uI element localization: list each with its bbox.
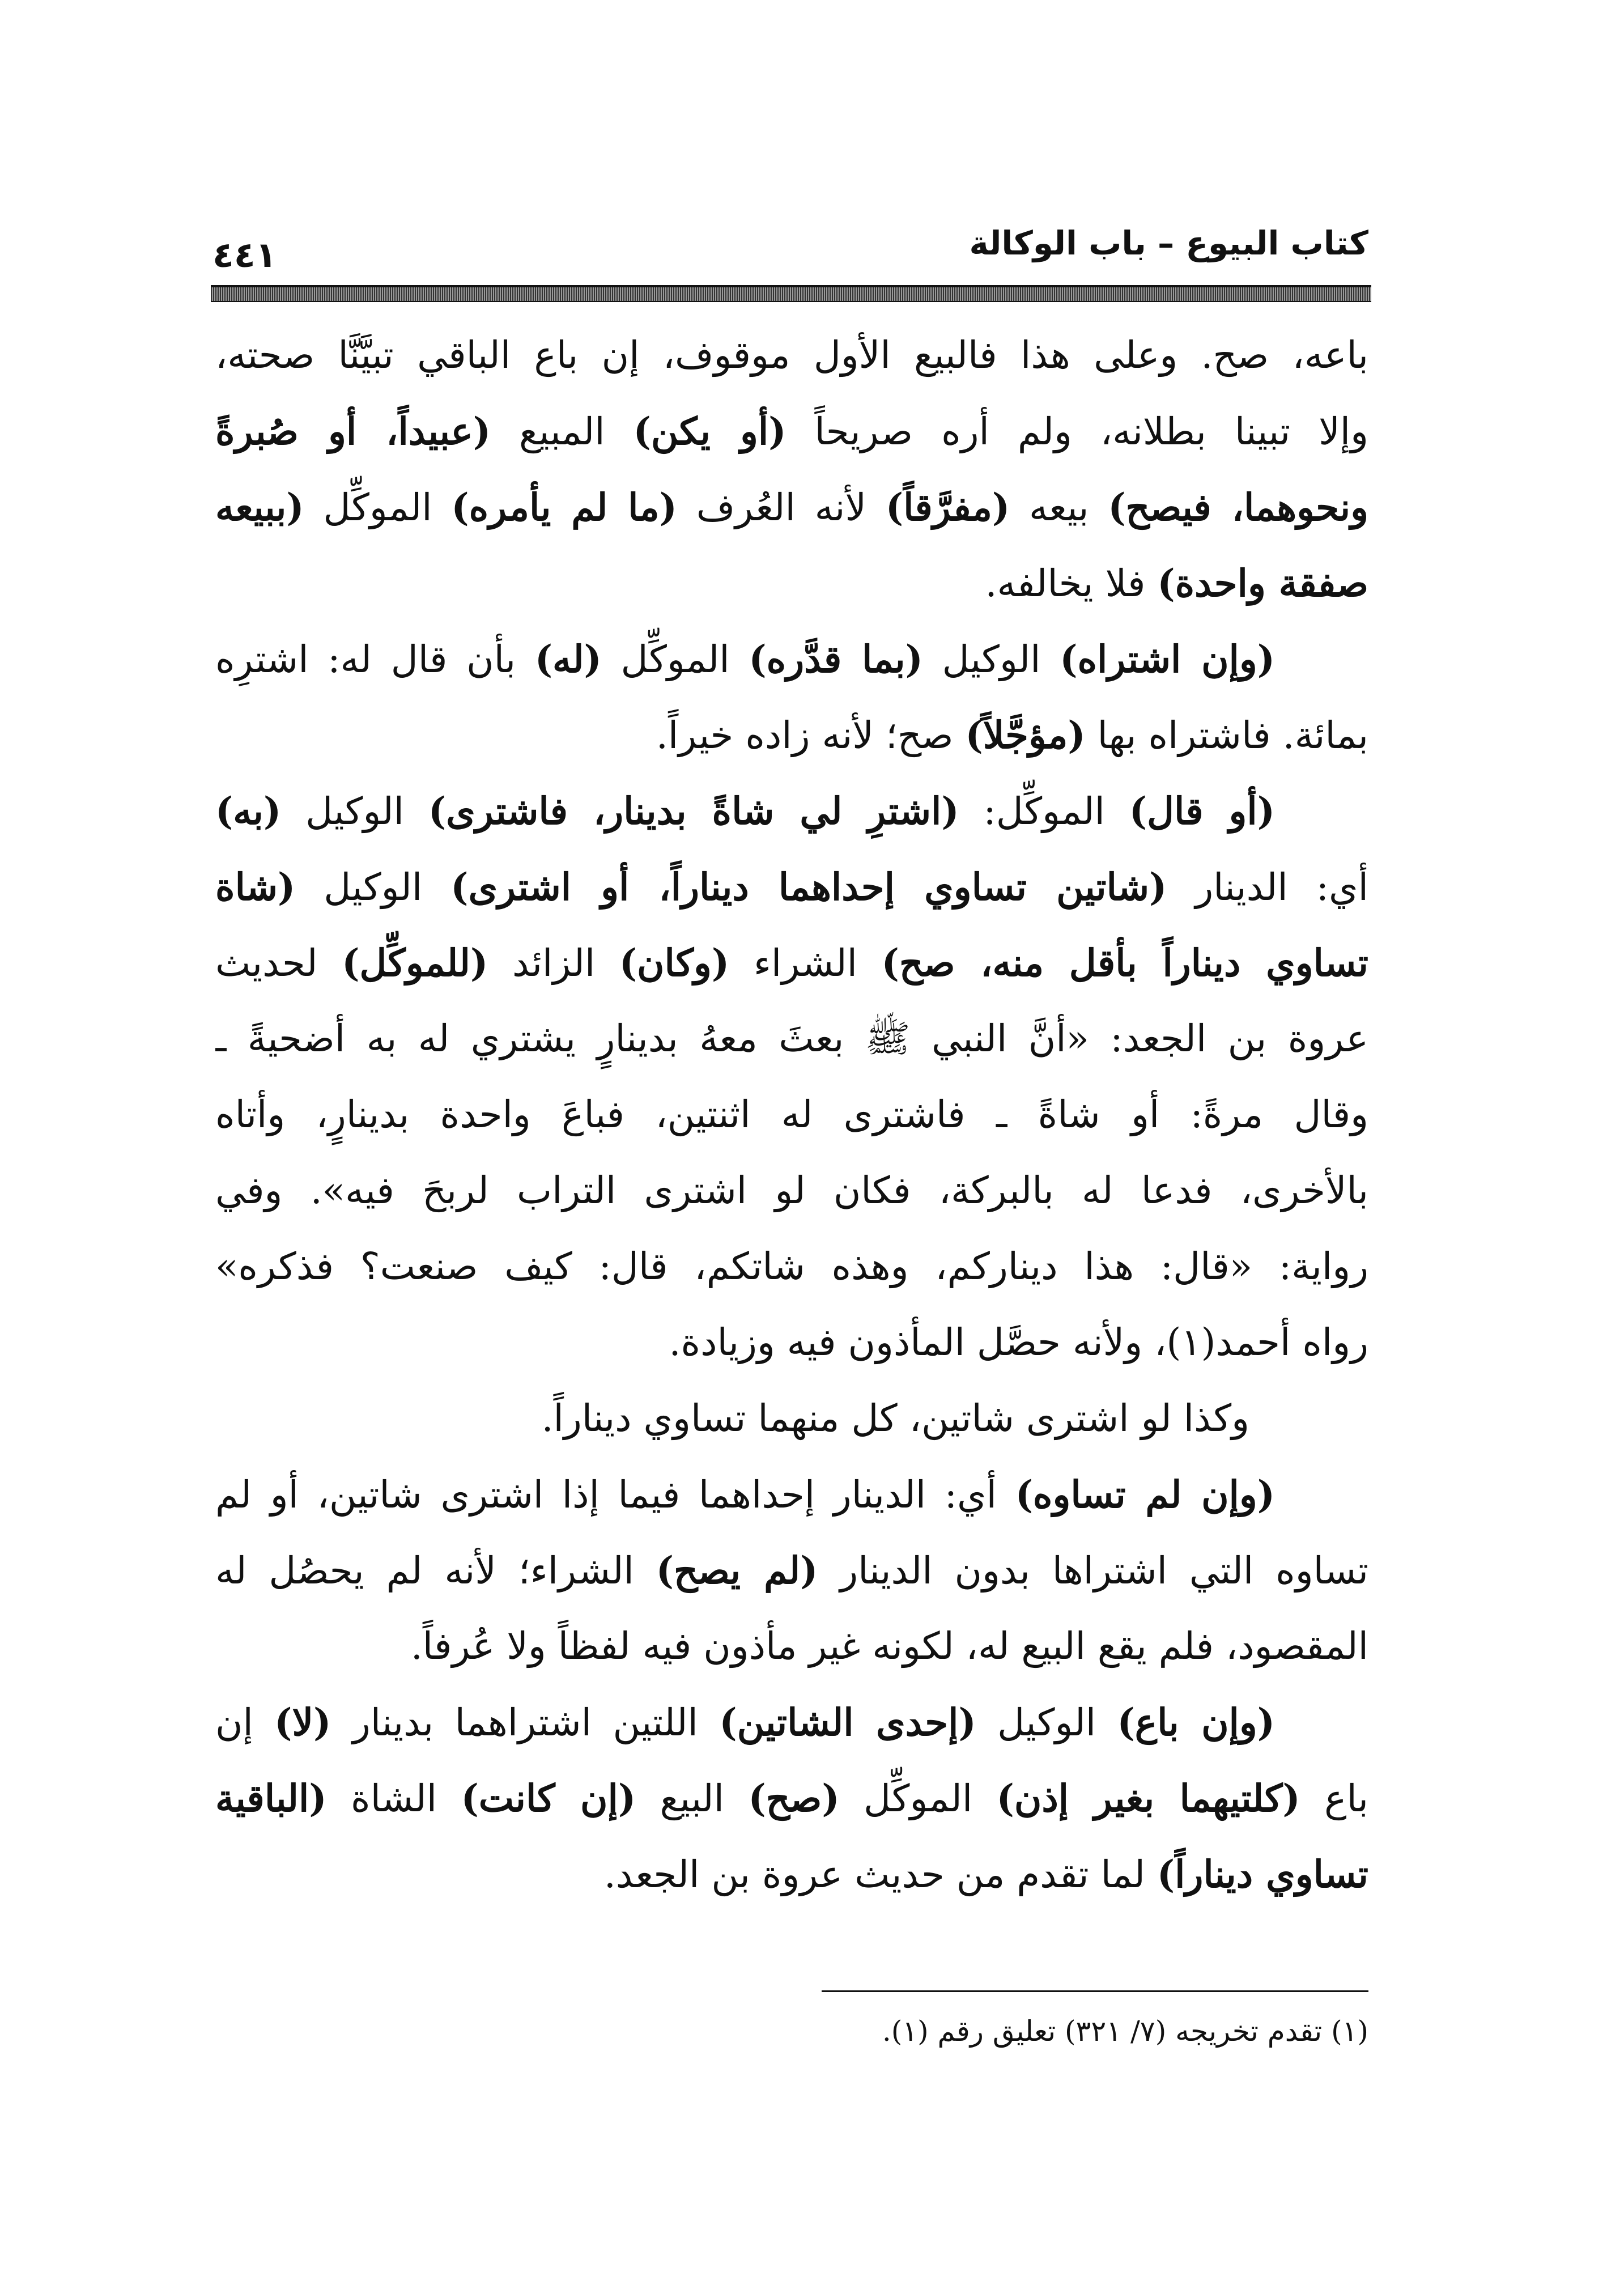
bold-matn-segment: (مؤجَّلاً) bbox=[965, 713, 1086, 757]
text-line bbox=[215, 1153, 1368, 1229]
bold-matn-segment: (لم يصح) bbox=[656, 1548, 818, 1593]
paragraph bbox=[215, 1381, 1368, 1457]
paragraph bbox=[215, 621, 1368, 773]
bold-matn-segment: (للموكِّل) bbox=[342, 941, 488, 985]
page-header bbox=[212, 218, 1368, 292]
bold-matn-segment: (شاة bbox=[215, 865, 296, 909]
text-segment: المبيع bbox=[490, 410, 634, 453]
text-line bbox=[215, 1229, 1368, 1305]
bold-matn-segment: (ما لم يأمره) bbox=[451, 485, 677, 529]
text-segment: لأنه العُرف bbox=[677, 486, 886, 529]
text-segment: صح؛ لأنه زاده خيراً. bbox=[656, 714, 966, 757]
bold-matn-segment: (به) bbox=[215, 789, 282, 833]
bold-matn-segment: (بما قدَّره) bbox=[749, 637, 923, 681]
text-line bbox=[215, 1381, 1368, 1457]
text-segment: إن bbox=[215, 1701, 275, 1744]
text-segment: الوكيل bbox=[281, 789, 428, 833]
bold-matn-segment: (عبيداً، أو صُبرةً bbox=[215, 409, 491, 453]
text-segment: الزائد bbox=[488, 941, 619, 985]
paragraph bbox=[215, 317, 1368, 621]
text-line bbox=[215, 1305, 1368, 1381]
text-segment: باع bbox=[1300, 1777, 1368, 1820]
text-segment: بأن قال له: اشترِه bbox=[215, 638, 535, 681]
bold-matn-segment: (لا) bbox=[274, 1700, 331, 1744]
text-line bbox=[215, 1457, 1368, 1532]
text-segment: الشاة bbox=[326, 1777, 461, 1820]
header-rule bbox=[211, 285, 1371, 302]
bold-matn-segment: ونحوهما، فيصح) bbox=[1108, 485, 1368, 529]
running-title: كتاب البيوع – باب الوكالة bbox=[969, 224, 1368, 262]
text-segment: وكذا لو اشترى شاتين، كل منهما تساوي ديناراً. bbox=[541, 1396, 1249, 1440]
text-segment: لما تقدم من حديث عروة بن الجعد. bbox=[603, 1853, 1157, 1896]
text-segment: الشراء؛ لأنه لم يحصُل له bbox=[215, 1549, 656, 1593]
text-line bbox=[215, 1001, 1368, 1077]
text-line bbox=[215, 1608, 1368, 1684]
bold-matn-segment: (مفرَّقاً) bbox=[885, 485, 1010, 529]
text-segment: الوكيل bbox=[922, 638, 1060, 681]
text-line bbox=[215, 621, 1368, 697]
text-segment: بيعه bbox=[1010, 486, 1108, 529]
bold-matn-segment: تساوي ديناراً بأقل منه، صح) bbox=[881, 941, 1368, 985]
text-line bbox=[215, 1760, 1368, 1836]
text-segment: باعه، صح. وعلى هذا فالبيع الأول موقوف، إن باع الباقي تبيَّنَّا صحته، bbox=[215, 333, 1368, 377]
bold-matn-segment: صفقة واحدة) bbox=[1157, 561, 1368, 605]
footnote-separator bbox=[822, 1990, 1368, 1992]
text-line bbox=[215, 697, 1368, 773]
text-segment: أي: الدينار bbox=[1167, 865, 1368, 909]
bold-matn-segment: (الباقية bbox=[215, 1776, 327, 1820]
bold-matn-segment: (وإن لم تساوه) bbox=[1015, 1472, 1275, 1517]
text-line bbox=[215, 317, 1368, 393]
text-line bbox=[215, 545, 1368, 621]
bold-matn-segment: (وكان) bbox=[619, 941, 730, 985]
text-line bbox=[215, 469, 1368, 545]
text-line bbox=[215, 925, 1368, 1001]
text-segment: لحديث bbox=[215, 941, 342, 985]
text-line bbox=[215, 849, 1368, 925]
bold-matn-segment: (له) bbox=[534, 637, 602, 681]
text-segment: المقصود، فلم يقع البيع له، لكونه غير مأذون فيه لفظاً ولا عُرفاً. bbox=[410, 1624, 1368, 1668]
bold-matn-segment: (إن كانت) bbox=[461, 1776, 636, 1820]
text-segment: بمائة. فاشتراه بها bbox=[1085, 714, 1368, 757]
bold-matn-segment: (أو يكن) bbox=[633, 409, 787, 453]
text-line bbox=[215, 1077, 1368, 1153]
text-segment: اللتين اشتراهما بدينار bbox=[331, 1701, 720, 1744]
text-segment: فلا يخالفه. bbox=[985, 562, 1158, 605]
text-segment: الشراء bbox=[729, 941, 882, 985]
bold-matn-segment: (أو قال) bbox=[1129, 789, 1275, 833]
text-segment: وقال مرةً: أو شاةً ـ فاشترى له اثنتين، فباعَ واحدة بدينارٍ، وأتاه bbox=[215, 1093, 1368, 1136]
text-line bbox=[215, 1836, 1368, 1912]
text-segment: البيع bbox=[636, 1777, 749, 1820]
text-line bbox=[215, 1532, 1368, 1608]
text-segment: الوكيل bbox=[295, 865, 451, 909]
text-segment: الموكِّل bbox=[839, 1777, 997, 1820]
page-number: ٤٤١ bbox=[212, 234, 277, 275]
text-segment: وإلا تبينا بطلانه، ولم أره صريحاً bbox=[786, 410, 1368, 453]
text-line bbox=[215, 393, 1368, 469]
paragraph bbox=[215, 1457, 1368, 1684]
text-segment: رواه أحمد(١)، ولأنه حصَّل المأذون فيه وزيادة. bbox=[669, 1320, 1368, 1364]
footnote: (١) تقدم تخريجه (٧/ ٣٢١) تعليق رقم (١). bbox=[882, 2015, 1368, 2048]
text-segment: الموكِّل bbox=[601, 638, 749, 681]
text-segment: أي: الدينار إحداهما فيما إذا اشترى شاتين، أو لم bbox=[215, 1473, 1015, 1517]
bold-matn-segment: (وإن باع) bbox=[1117, 1700, 1275, 1744]
bold-matn-segment: (ببيعه bbox=[215, 485, 304, 529]
text-line bbox=[215, 773, 1368, 849]
bold-matn-segment: (إحدى الشاتين) bbox=[719, 1700, 976, 1744]
text-segment: الموكِّل: bbox=[959, 789, 1129, 833]
text-line bbox=[215, 1684, 1368, 1760]
bold-matn-segment: (شاتين تساوي إحداهما ديناراً، أو اشترى) bbox=[450, 865, 1167, 909]
text-segment: عروة بن الجعد: «أنَّ النبي ﷺ بعثَ معهُ بدينارٍ يشتري له به أضحيةً ـ bbox=[215, 1017, 1368, 1060]
bold-matn-segment: تساوي ديناراً) bbox=[1157, 1852, 1368, 1896]
text-segment: الموكِّل bbox=[304, 486, 452, 529]
paragraph bbox=[215, 1684, 1368, 1912]
text-segment: رواية: «قال: هذا ديناركم، وهذه شاتكم، قال: كيف صنعت؟ فذكره» bbox=[215, 1245, 1368, 1288]
bold-matn-segment: (صح) bbox=[748, 1776, 840, 1820]
text-segment: بالأخرى، فدعا له بالبركة، فكان لو اشترى التراب لربحَ فيه». وفي bbox=[215, 1169, 1368, 1212]
paragraph bbox=[215, 773, 1368, 1381]
bold-matn-segment: (اشترِ لي شاةً بدينار، فاشترى) bbox=[428, 789, 959, 833]
text-segment: الوكيل bbox=[976, 1701, 1117, 1744]
bold-matn-segment: (وإن اشتراه) bbox=[1060, 637, 1275, 681]
bold-matn-segment: (كلتيهما بغير إذن) bbox=[996, 1776, 1300, 1820]
main-text bbox=[215, 317, 1368, 1912]
text-segment: تساوه التي اشتراها بدون الدينار bbox=[818, 1549, 1368, 1593]
